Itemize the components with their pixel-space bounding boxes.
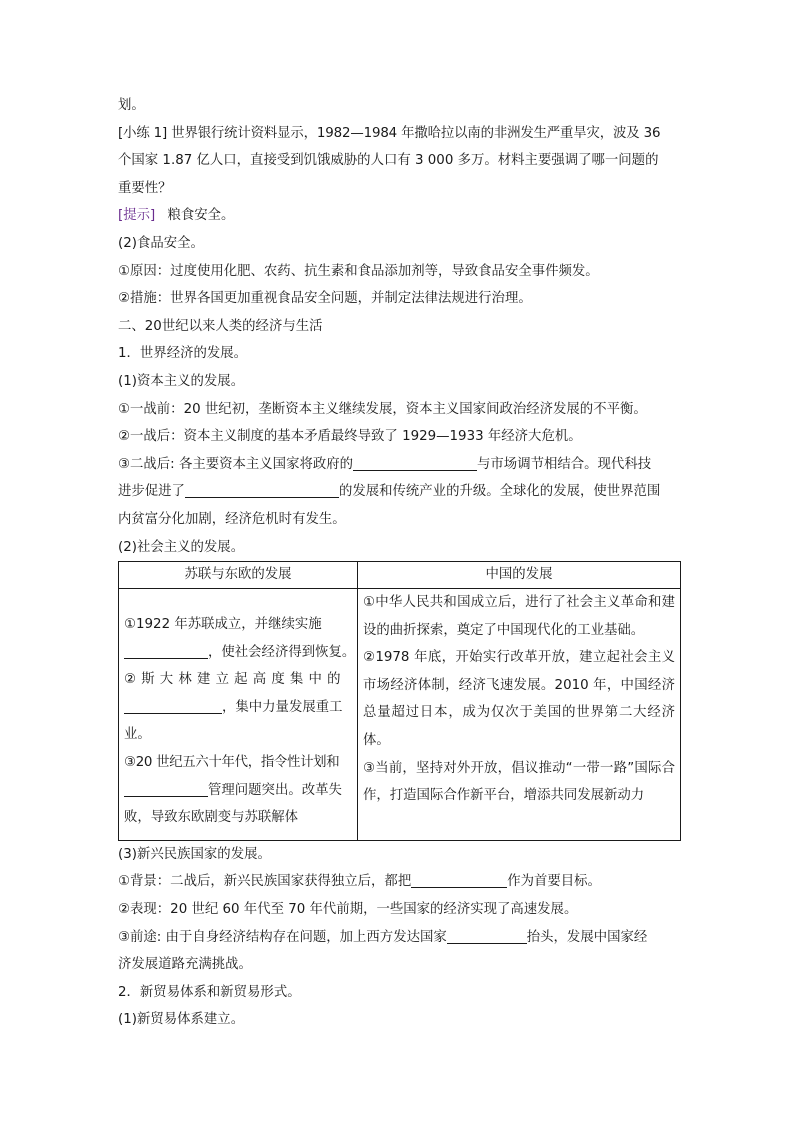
china-cell [358,589,681,841]
performance-line: ②表现：20 世纪 60 年代至 70 年代前期，一些国家的经济实现了高速发展。 [118,902,578,918]
prospect-line-cont: 济发展道路充满挑战。 [118,957,252,973]
hint-answer: 粮食安全。 [167,208,235,224]
fill-blank[interactable] [124,780,208,797]
new-trade-system-heading: (1)新贸易体系建立。 [118,1012,245,1028]
text-line: 划。 [118,98,145,113]
hint-line [118,202,678,230]
food-safety-cause: ①原因：过度使用化肥、农药、抗生素和食品添加剂等，导致食品安全事件频发。 [118,263,599,279]
section-heading: 二、20世纪以来人类的经济与生活 [118,318,323,334]
ussr-item-3: ③20 世纪五六十年代，指令性计划和 [124,755,340,771]
table-header-china: 中国的发展 [358,562,681,589]
background-line: ①背景：二战后，新兴民族国家获得独立后，都把 作为首要目标。 [118,868,678,896]
ussr-item-2: ②斯大林建立起高度集中的 [124,672,346,688]
trade-subsection-heading: 2．新贸易体系和新贸易形式。 [118,984,301,1000]
exercise-question-cont: 个国家 1.87 亿人口，直接受到饥饿威胁的人口有 3 000 多万。材料主要强调了哪一问题的 [118,153,659,169]
table-row [119,589,681,841]
post-ww2-text-a: ③二战后: 各主要资本主义国家将政府的 [118,456,354,472]
socialism-heading: (2)社会主义的发展。 [118,539,245,555]
subheading-food-safety: (2)食品安全。 [118,235,204,251]
ussr-item-2-end: 业。 [124,727,151,743]
pre-ww1-line: ①一战前：20 世纪初，垄断资本主义继续发展，资本主义国家间政治经济发展的不平衡。 [118,401,647,417]
prospect-line: ③前途: 由于自身经济结构存在问题，加上西方发达国家 抬头，发展中国家经 [118,924,678,952]
exercise-question-end: 重要性？ [118,180,172,196]
emerging-nations-heading: (3)新兴民族国家的发展。 [118,846,271,862]
post-ww2-line [118,451,678,479]
fill-blank[interactable] [353,454,477,471]
fill-blank[interactable] [124,697,222,714]
capitalism-heading: (1)资本主义的发展。 [118,373,245,389]
ussr-item-2-cont: ，集中力量发展重工 [124,694,352,722]
post-ww2-text-b: 与市场调节相结合。现代科技 [477,456,652,472]
food-safety-measure: ②措施：世界各国更加重视食品安全问题，并制定法律法规进行治理。 [118,291,532,307]
exercise-question: [小练 1] 世界银行统计资料显示，1982—1984 年撒哈拉以南的非洲发生严重旱灾，波及 36 [118,125,661,141]
ussr-item-1: ①1922 年苏联成立，并继续实施 [124,617,322,633]
post-ww1-line: ②一战后：资本主义制度的基本矛盾最终导致了 1929—1933 年经济大危机。 [118,429,582,445]
ussr-item-1-cont: ，使社会经济得到恢复。 [124,639,352,667]
china-item-3: ③当前，坚持对外开放，倡议推动“一带一路”国际合作，打造国际合作新平台，增添共同发展新动力 [363,760,675,804]
china-item-2: ②1978 年底，开始实行改革开放，建立起社会主义市场经济体制，经济飞速发展。2010 年，中国经济总量超过日本，成为仅次于美国的世界第二大经济体。 [363,650,675,749]
fill-blank[interactable] [185,481,339,498]
subsection-heading: 1．世界经济的发展。 [118,346,248,362]
globalization-line: 内贫富分化加剧，经济危机时有发生。 [118,511,346,527]
fill-blank[interactable] [411,871,507,888]
ussr-item-3-cont: 管理问题突出。改革失 [124,777,352,805]
tech-line [118,478,678,506]
comparison-table [118,561,681,841]
ussr-cell [119,589,358,841]
page-content [118,92,678,1034]
table-header-ussr: 苏联与东欧的发展 [119,562,358,589]
fill-blank[interactable] [447,927,527,944]
ussr-item-3-end: 败，导致东欧剧变与苏联解体 [124,810,299,826]
tech-text-b: 的发展和传统产业的升级。全球化的发展，使世界范围 [338,484,661,500]
china-item-1: ①中华人民共和国成立后，进行了社会主义革命和建设的曲折探索，奠定了中国现代化的工业基础。 [363,595,675,638]
fill-blank[interactable] [124,642,208,659]
table-header-row [119,562,681,589]
hint-label: [提示] [118,208,156,224]
tech-text-a: 进步促进了 [118,484,185,500]
